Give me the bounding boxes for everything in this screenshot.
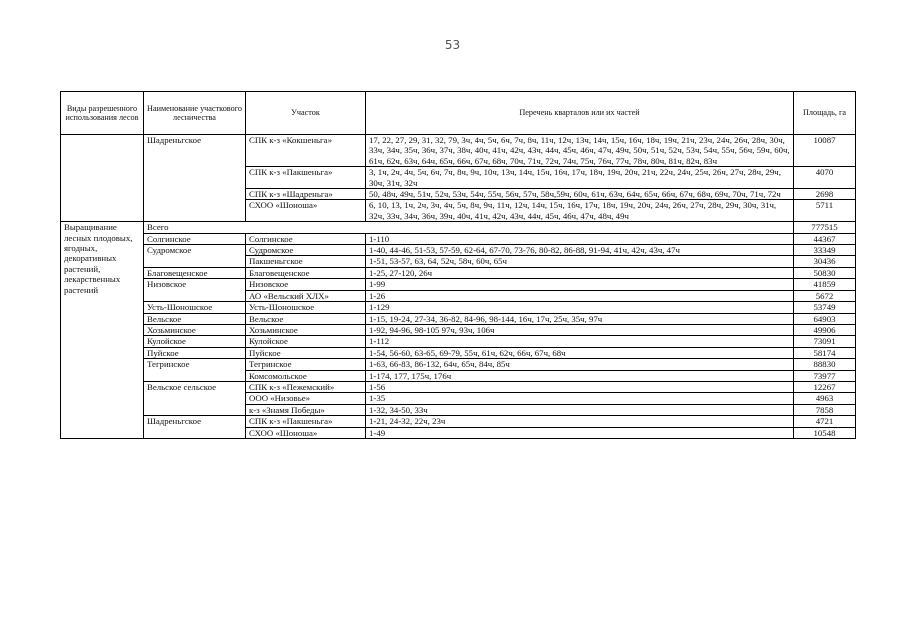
area-cell: 2698 <box>794 189 856 200</box>
total-label: Всего <box>144 222 794 233</box>
quarters-cell: 1-99 <box>366 279 794 290</box>
plot-cell: Комсомольское <box>246 370 366 381</box>
plot-cell: Низовское <box>246 279 366 290</box>
quarters-cell: 1-25, 27-120, 26ч <box>366 267 794 278</box>
area-cell: 12267 <box>794 381 856 392</box>
area-cell: 7858 <box>794 404 856 415</box>
quarters-cell: 1-26 <box>366 290 794 301</box>
forestry-cell: Вельское <box>144 313 246 324</box>
table-row <box>61 313 856 324</box>
header-forestry: Наименование участкового лесничества <box>144 92 246 135</box>
plot-cell: Тегринское <box>246 359 366 370</box>
total-area: 777515 <box>794 222 856 233</box>
area-cell: 44367 <box>794 233 856 244</box>
quarters-cell: 1-35 <box>366 393 794 404</box>
table-row <box>61 416 856 427</box>
area-cell: 41859 <box>794 279 856 290</box>
plot-cell: СПК к-з «Кокшеньга» <box>246 135 366 167</box>
area-cell: 4963 <box>794 393 856 404</box>
plot-cell: Кулойское <box>246 336 366 347</box>
quarters-cell: 1-15, 19-24, 27-34, 36-82, 84-96, 98-144, 16ч, 17ч, 25ч, 35ч, 97ч <box>366 313 794 324</box>
quarters-cell: 1-32, 34-50, 33ч <box>366 404 794 415</box>
quarters-cell: 1-51, 53-57, 63, 64, 52ч, 58ч, 60ч, 65ч <box>366 256 794 267</box>
table-row <box>61 347 856 358</box>
area-cell: 10087 <box>794 135 856 167</box>
quarters-cell: 3, 1ч, 2ч, 4ч, 5ч, 6ч, 7ч, 8ч, 9ч, 10ч, 13ч, 14ч, 15ч, 16ч, 17ч, 18ч, 19ч, 20ч, 21ч, 22ч, 24ч, 25ч, 26ч, 27ч, 28ч, 29ч, 30ч, 31ч, 32ч <box>366 167 794 189</box>
plot-cell: Благовещенское <box>246 267 366 278</box>
table-row <box>61 245 856 256</box>
area-cell: 64903 <box>794 313 856 324</box>
forestry-cell: Вельское сельское <box>144 381 246 415</box>
plot-cell: СХОО «Шоноша» <box>246 200 366 222</box>
quarters-cell: 50, 48ч, 49ч, 51ч, 52ч, 53ч, 54ч, 55ч, 56ч, 57ч, 58ч,59ч, 60ч, 61ч, 63ч, 64ч, 65ч, 66ч, 67ч, 68ч, 69ч, 70ч, 71ч, 72ч <box>366 189 794 200</box>
area-cell: 4070 <box>794 167 856 189</box>
plot-cell: Пакшеньгское <box>246 256 366 267</box>
quarters-cell: 1-129 <box>366 302 794 313</box>
quarters-cell: 1-110 <box>366 233 794 244</box>
plot-cell: АО «Вельский ХЛХ» <box>246 290 366 301</box>
forestry-cell: Хозьминское <box>144 324 246 335</box>
quarters-cell: 17, 22, 27, 29, 31, 32, 79, 3ч, 4ч, 5ч, 6ч, 7ч, 8ч, 11ч, 12ч, 13ч, 14ч, 15ч, 16ч, 18ч, 19ч, 21ч, 23ч, 24ч, 26ч, 28ч, 30ч, 33ч, 34ч, 35ч, 36ч, 37ч, 38ч, 40ч, 41ч, 42ч, 43ч, 44ч, 45ч, 46ч, 47ч, 49ч, 50ч, 51ч, 52ч, 53ч, 54ч, 55ч, 56ч, 59ч, 60ч, 61ч, 62ч, 63ч, 64ч, 65ч, 66ч, 67ч, 68ч, 70ч, 71ч, 72ч, 74ч, 75ч, 76ч, 77ч, 78ч, 80ч, 81ч, 82ч, 83ч <box>366 135 794 167</box>
area-cell: 30436 <box>794 256 856 267</box>
forestry-cell: Низовское <box>144 279 246 302</box>
forestry-cell: Кулойское <box>144 336 246 347</box>
area-cell: 50830 <box>794 267 856 278</box>
forest-use-table <box>60 91 856 439</box>
total-row <box>61 222 856 233</box>
plot-cell: СХОО «Шоноша» <box>246 427 366 438</box>
forestry-cell: Пуйское <box>144 347 246 358</box>
forestry-cell: Усть-Шоношское <box>144 302 246 313</box>
table-row <box>61 233 856 244</box>
plot-cell: СПК к-з «Пакшеньга» <box>246 167 366 189</box>
area-cell: 73091 <box>794 336 856 347</box>
area-cell: 4721 <box>794 416 856 427</box>
table-row <box>61 359 856 370</box>
header-row <box>61 92 856 135</box>
plot-cell: Хозьминское <box>246 324 366 335</box>
plot-cell: Вельское <box>246 313 366 324</box>
plot-cell: СПК к-з «Пежемский» <box>246 381 366 392</box>
area-cell: 49906 <box>794 324 856 335</box>
plot-cell: Судромское <box>246 245 366 256</box>
forestry-cell: Шадреньгское <box>144 416 246 439</box>
area-cell: 10548 <box>794 427 856 438</box>
table-row <box>61 267 856 278</box>
quarters-cell: 1-21, 24-32, 22ч, 23ч <box>366 416 794 427</box>
header-kind: Виды разрешенного использования лесов <box>61 92 144 135</box>
plot-cell: ООО «Низовье» <box>246 393 366 404</box>
area-cell: 73977 <box>794 370 856 381</box>
quarters-cell: 1-112 <box>366 336 794 347</box>
header-area: Площадь, га <box>794 92 856 135</box>
area-cell: 5672 <box>794 290 856 301</box>
page-number: 53 <box>444 38 461 52</box>
area-cell: 5711 <box>794 200 856 222</box>
quarters-cell: 1-49 <box>366 427 794 438</box>
table-row <box>61 381 856 392</box>
table-row <box>61 135 856 167</box>
area-cell: 88830 <box>794 359 856 370</box>
area-cell: 53749 <box>794 302 856 313</box>
quarters-cell: 1-174, 177, 175ч, 176ч <box>366 370 794 381</box>
quarters-cell: 1-40, 44-46, 51-53, 57-59, 62-64, 67-70, 73-76, 80-82, 86-88, 91-94, 41ч, 42ч, 43ч, 47ч <box>366 245 794 256</box>
forestry-cell: Солгинское <box>144 233 246 244</box>
plot-cell: Усть-Шоношское <box>246 302 366 313</box>
area-cell: 33349 <box>794 245 856 256</box>
table-row <box>61 302 856 313</box>
quarters-cell: 1-56 <box>366 381 794 392</box>
plot-cell: СПК к-з «Пакшеньга» <box>246 416 366 427</box>
header-plot: Участок <box>246 92 366 135</box>
forestry-cell: Шадреньгское <box>144 135 246 222</box>
table-row <box>61 336 856 347</box>
forestry-cell: Тегринское <box>144 359 246 382</box>
forestry-cell: Благовещенское <box>144 267 246 278</box>
quarters-cell: 6, 10, 13, 1ч, 2ч, 3ч, 4ч, 5ч, 8ч, 9ч, 11ч, 12ч, 14ч, 15ч, 16ч, 17ч, 18ч, 19ч, 20ч, 24ч, 26ч, 27ч, 28ч, 29ч, 30ч, 31ч, 32ч, 33ч, 34ч, 36ч, 39ч, 40ч, 41ч, 42ч, 43ч, 44ч, 45ч, 46ч, 47ч, 48ч, 49ч <box>366 200 794 222</box>
area-cell: 58174 <box>794 347 856 358</box>
header-quarters: Перечень кварталов или их частей <box>366 92 794 135</box>
quarters-cell: 1-92, 94-96, 98-105 97ч, 93ч, 106ч <box>366 324 794 335</box>
kind-cell-empty <box>61 135 144 222</box>
plot-cell: Пуйское <box>246 347 366 358</box>
plot-cell: СПК к-з «Шадреньга» <box>246 189 366 200</box>
quarters-cell: 1-54, 56-60, 63-65, 69-79, 55ч, 61ч, 62ч, 66ч, 67ч, 68ч <box>366 347 794 358</box>
forestry-cell: Судромское <box>144 245 246 268</box>
quarters-cell: 1-63, 66-83, 86-132, 64ч, 65ч, 84ч, 85ч <box>366 359 794 370</box>
kind-cell: Выращивание лесных плодовых, ягодных, декоративных растений, лекарственных растений <box>61 222 144 439</box>
plot-cell: Солгинское <box>246 233 366 244</box>
plot-cell: к-з «Знамя Победы» <box>246 404 366 415</box>
table-row <box>61 324 856 335</box>
table-row <box>61 279 856 290</box>
